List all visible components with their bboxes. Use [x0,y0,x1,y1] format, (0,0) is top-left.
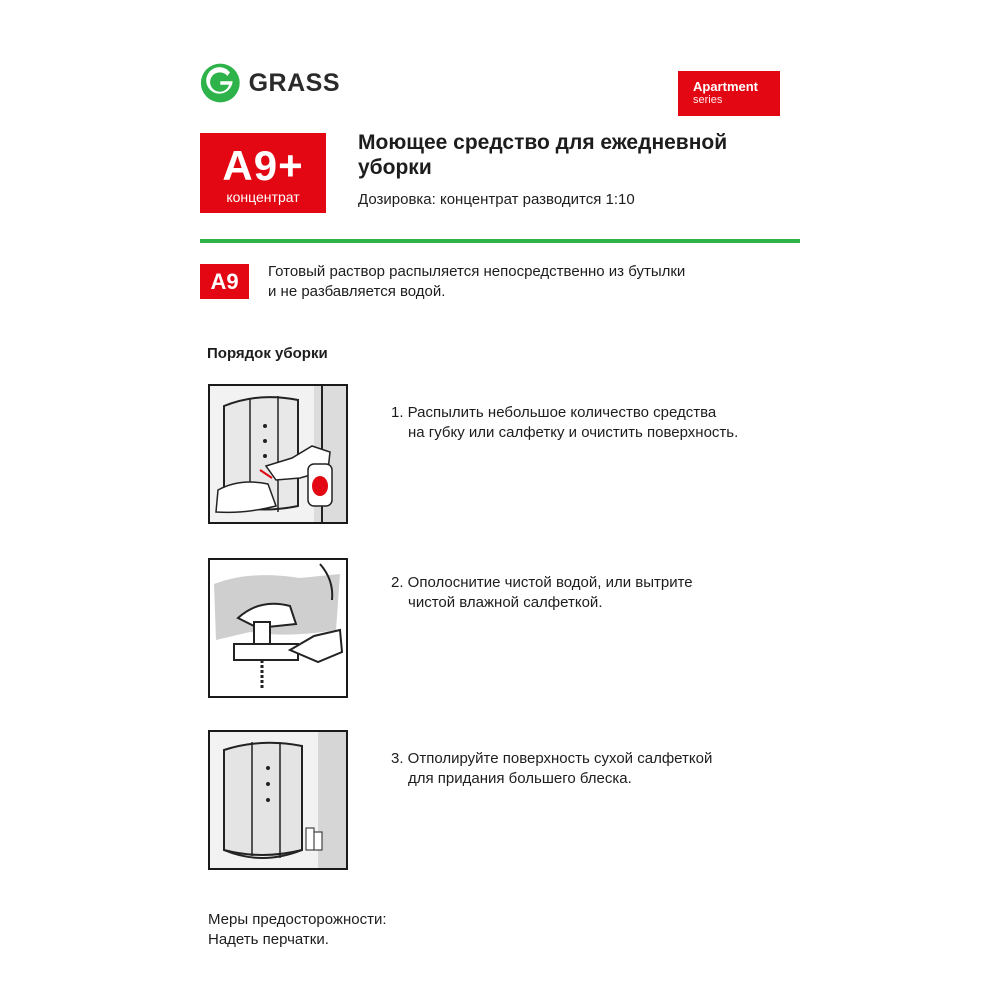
step-3-line2: для придания большего блеска. [408,770,632,787]
series-badge [678,71,780,116]
spray-shower-illustration [208,384,348,524]
order-heading: Порядок уборки [207,345,328,362]
dosage-text: Дозировка: концентрат разводится 1:10 [358,191,635,208]
precautions-heading: Меры предосторожности: [208,911,387,928]
faucet-wipe-illustration [208,558,348,698]
grass-logo-icon [200,60,241,106]
ready-description-line1: Готовый раствор распыляется непосредственно из бутылки [268,263,686,280]
ready-badge: A9 [200,264,249,299]
page-title: Моющее средство для ежедневной уборки [358,131,728,179]
step-2 [391,573,791,613]
grass-logo [200,58,340,108]
precautions-text: Надеть перчатки. [208,931,329,948]
series-badge-line2: series [693,94,723,106]
product-code: A9+ [222,142,304,189]
step-2-line2: чистой влажной салфеткой. [408,594,603,611]
green-divider [200,239,800,243]
step-3-line1: 3. Отполируйте поверхность сухой салфеткой [391,750,713,767]
product-type: концентрат [226,189,300,205]
step-1 [391,403,791,443]
shower-cabin-illustration [208,730,348,870]
precautions [208,910,387,950]
ready-description [268,262,788,302]
ready-description-line2: и не разбавляется водой. [268,283,446,300]
step-2-line1: 2. Ополоснитие чистой водой, или вытрите [391,574,693,591]
step-1-line2: на губку или салфетку и очистить поверхность. [408,424,739,441]
step-1-line1: 1. Распылить небольшое количество средства [391,404,717,421]
step-3 [391,749,791,789]
brand-name: GRASS [248,68,340,97]
product-badge [200,133,326,213]
series-badge-line1: Apartment [693,79,759,94]
